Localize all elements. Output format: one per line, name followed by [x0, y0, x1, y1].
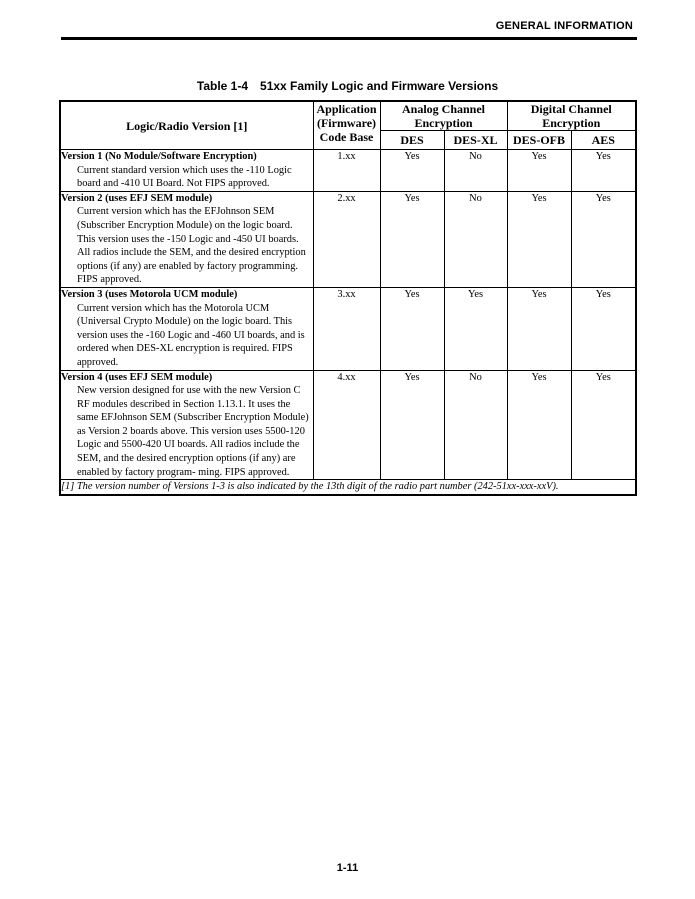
- header-rule: [61, 37, 637, 40]
- desofb-cell: Yes: [507, 150, 571, 192]
- version-description: Current version which has the Motorola UCM (Universal Crypto Module) on the logic board. This version uses the -160 Logic and -460 UI boards, and is ordered when DES-XL encryption is required. FIPS approved.: [77, 302, 305, 368]
- aes-cell: Yes: [571, 287, 636, 370]
- version-title: Version 4 (uses EFJ SEM module): [61, 371, 213, 383]
- desxl-cell: No: [444, 150, 507, 192]
- table-row: [60, 150, 636, 192]
- desofb-cell: Yes: [507, 370, 571, 480]
- des-cell: Yes: [380, 150, 444, 192]
- footnote: [1] The version number of Versions 1-3 is also indicated by the 13th digit of the radio part number (242-51xx-xxx-xxV).: [60, 480, 636, 495]
- version-description: Current standard version which uses the -110 Logic board and -410 UI Board. Not FIPS approved.: [77, 164, 292, 190]
- col-header-digital: [507, 101, 636, 131]
- code-base-cell: 3.xx: [313, 287, 380, 370]
- desxl-cell: No: [444, 370, 507, 480]
- desofb-cell: Yes: [507, 191, 571, 287]
- table-caption: [0, 79, 695, 93]
- des-cell: Yes: [380, 370, 444, 480]
- version-cell: [60, 287, 313, 370]
- code-base-line-3: Code Base: [319, 130, 374, 144]
- section-header: GENERAL INFORMATION: [495, 20, 633, 32]
- col-header-desxl: DES-XL: [444, 131, 507, 150]
- aes-cell: Yes: [571, 150, 636, 192]
- analog-line-1: Analog Channel: [401, 102, 486, 116]
- col-header-analog: [380, 101, 507, 131]
- code-base-line-2: (Firmware): [316, 116, 377, 130]
- code-base-cell: 1.xx: [313, 150, 380, 192]
- version-description: New version designed for use with the new Version C RF modules described in Section 1.13.1. It uses the same EFJohnson SEM (Subscriber Encryption Module) as Version 2 boards above. This version uses 5500-120 Logic and 5500-420 UI boards. All radios include the SEM, and the desired encryption options (if any) are enabled by factory program- ming. FIPS approved.: [77, 385, 309, 478]
- code-base-line-1: Application: [316, 102, 377, 116]
- des-cell: Yes: [380, 191, 444, 287]
- page-number: 1-11: [336, 862, 359, 874]
- code-base-cell: 2.xx: [313, 191, 380, 287]
- analog-line-2: Encryption: [414, 116, 473, 130]
- version-cell: [60, 150, 313, 192]
- col-header-logic: Logic/Radio Version [1]: [60, 101, 313, 150]
- table-row: [60, 191, 636, 287]
- des-cell: Yes: [380, 287, 444, 370]
- header-row-top: [60, 101, 636, 131]
- table-row: [60, 287, 636, 370]
- digital-line-2: Encryption: [542, 116, 601, 130]
- version-description: Current version which has the EFJohnson SEM (Subscriber Encryption Module) on the logic board. This version uses the -150 Logic and -450 UI boards. All radios include the SEM, and the desired encryption options (if any) are enabled by factory programming. FIPS approved.: [77, 206, 306, 286]
- col-header-aes: AES: [571, 131, 636, 150]
- col-header-code-base: [313, 101, 380, 150]
- digital-line-1: Digital Channel: [530, 102, 612, 116]
- versions-table: [59, 100, 637, 496]
- version-title: Version 1 (No Module/Software Encryption): [61, 151, 257, 162]
- desxl-cell: No: [444, 191, 507, 287]
- version-cell: [60, 191, 313, 287]
- desxl-cell: Yes: [444, 287, 507, 370]
- aes-cell: Yes: [571, 191, 636, 287]
- col-header-des: DES: [380, 131, 444, 150]
- desofb-cell: Yes: [507, 287, 571, 370]
- version-cell: [60, 370, 313, 480]
- version-title: Version 2 (uses EFJ SEM module): [61, 192, 213, 204]
- footnote-row: [60, 480, 636, 495]
- version-title: Version 3 (uses Motorola UCM module): [61, 288, 238, 300]
- table-number: Table 1-4: [196, 79, 249, 93]
- table-row: [60, 370, 636, 480]
- code-base-cell: 4.xx: [313, 370, 380, 480]
- table-title: 51xx Family Logic and Firmware Versions: [260, 79, 499, 93]
- col-header-desofb: DES-OFB: [507, 131, 571, 150]
- aes-cell: Yes: [571, 370, 636, 480]
